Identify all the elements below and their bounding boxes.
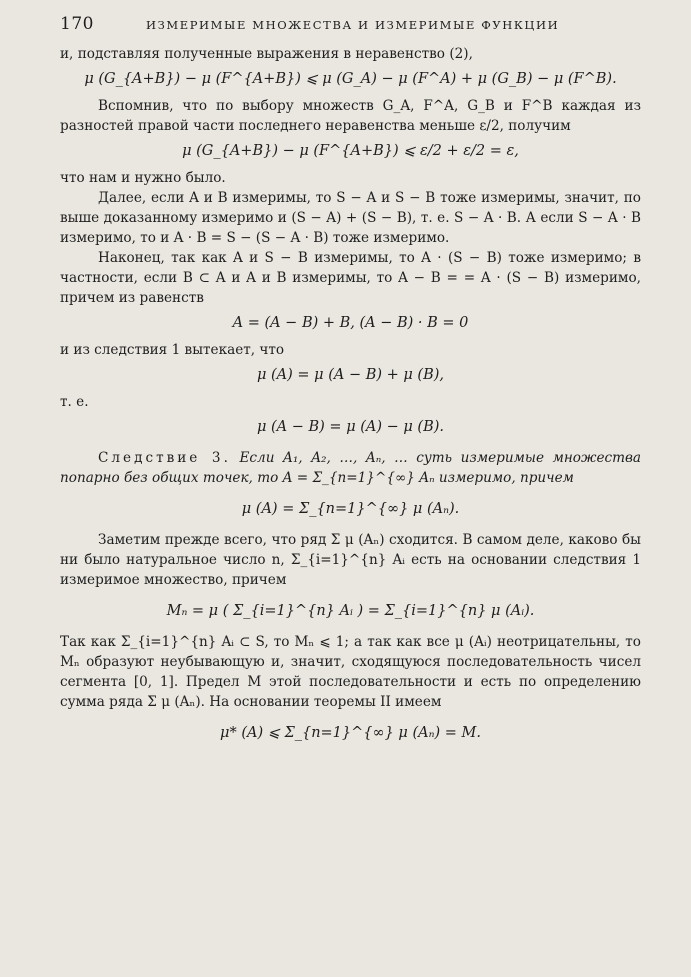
formula: A = (A − B) + B, (A − B) · B = 0 <box>232 315 469 331</box>
formula: μ* (A) ⩽ Σ_{n=1}^{∞} μ (Aₙ) = M. <box>220 725 481 741</box>
formula: Mₙ = μ ( Σ_{i=1}^{n} Aᵢ ) = Σ_{i=1}^{n} μ (Aᵢ). <box>166 603 535 619</box>
paragraph: и, подставляя полученные выражения в неравенство (2), <box>60 46 473 62</box>
corollary-statement: Если A₁, A₂, …, Aₙ, … суть измеримые множества попарно без общих точек, то A = Σ_{n=1}^{∞} Aₙ измеримо, причем <box>60 450 642 486</box>
paragraph: Так как Σ_{i=1}^{n} Aᵢ ⊂ S, то Mₙ ⩽ 1; а так как все μ (Aᵢ) неотрицательны, то Mₙ образуют неубывающую и, значит, сходящуюся последовательность чисел сегмента [0, 1]. Предел M этой последовательности и есть по определению сумма ряда Σ μ (Aₙ). На основании теоремы II имеем <box>60 634 641 710</box>
paragraph: т. е. <box>60 394 89 410</box>
corollary <box>60 448 641 488</box>
formula: μ (A) = μ (A − B) + μ (B), <box>256 367 444 383</box>
paragraph: и из следствия 1 вытекает, что <box>60 342 285 358</box>
paragraph: Вспомнив, что по выбору множеств G_A, F^A, G_B и F^B каждая из разностей правой части последнего неравенства меньше ε/2, получим <box>60 98 641 134</box>
running-title: ИЗМЕРИМЫЕ МНОЖЕСТВА И ИЗМЕРИМЫЕ ФУНКЦИИ <box>145 18 560 32</box>
page-header <box>60 14 641 34</box>
page-number: 170 <box>60 14 94 34</box>
paragraph: Заметим прежде всего, что ряд Σ μ (Aₙ) сходится. В самом деле, каково бы ни было натуральное число n, Σ_{i=1}^{n} Aᵢ есть на основании следствия 1 измеримое множество, причем <box>60 532 641 588</box>
corollary-title: Следствие 3. <box>98 450 231 466</box>
formula: μ (G_{A+B}) − μ (F^{A+B}) ⩽ μ (G_A) − μ (F^A) + μ (G_B) − μ (F^B). <box>84 71 617 87</box>
paragraph: что нам и нужно было. <box>60 170 226 186</box>
paragraph: Далее, если A и B измеримы, то S − A и S − B тоже измеримы, значит, по выше доказанному измеримо и (S − A) + (S − B), т. е. S − A · B. А если S − A · B измеримо, то и A · B = S − (S − A · B) тоже измеримо. <box>60 190 641 246</box>
formula: μ (G_{A+B}) − μ (F^{A+B}) ⩽ ε/2 + ε/2 = ε, <box>182 143 519 159</box>
formula: μ (A) = Σ_{n=1}^{∞} μ (Aₙ). <box>241 501 460 517</box>
formula: μ (A − B) = μ (A) − μ (B). <box>256 419 444 435</box>
paragraph: Наконец, так как A и S − B измеримы, то A · (S − B) тоже измеримо; в частности, если B ⊂ A и A и B измеримы, то A − B = = A · (S − B) измеримо, причем из равенств <box>60 250 641 306</box>
